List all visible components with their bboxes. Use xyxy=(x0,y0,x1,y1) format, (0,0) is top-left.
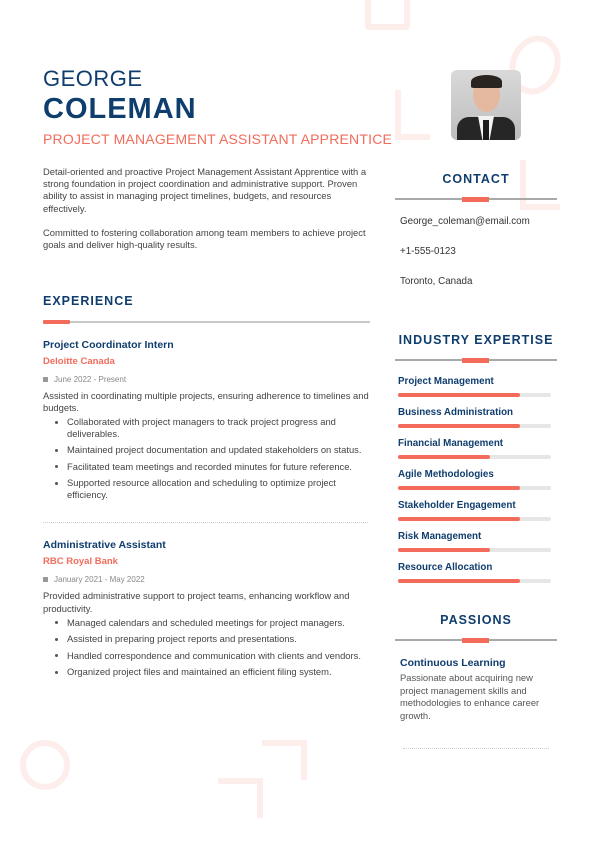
expertise-heading: INDUSTRY EXPERTISE xyxy=(398,333,554,347)
job-role: Administrative Assistant xyxy=(43,539,166,552)
skill-bar xyxy=(398,517,551,521)
expertise-section xyxy=(395,333,557,593)
job-bullet: Collaborated with project managers to track project progress and deliverables. xyxy=(43,416,370,439)
job-bullet: Managed calendars and scheduled meetings for project managers. xyxy=(43,617,370,629)
skill-label: Agile Methodologies xyxy=(398,469,494,480)
job-bullet: Organized project files and maintained an efficient filing system. xyxy=(43,666,370,678)
photo-hair xyxy=(471,75,502,88)
passion-description: Passionate about acquiring new project management skills and methodologies to enhance career growth. xyxy=(400,672,540,721)
section-divider xyxy=(395,638,557,642)
summary-paragraph: Committed to fostering collaboration among team members to achieve project goals and deliver high-quality results. xyxy=(43,226,366,251)
job-bullet-list xyxy=(43,416,370,500)
skill-list xyxy=(395,376,557,583)
job-date xyxy=(43,575,370,584)
job-date-text: January 2021 - May 2022 xyxy=(54,575,145,585)
last-name: COLEMAN xyxy=(43,93,197,125)
skill-item xyxy=(395,531,557,552)
skill-item xyxy=(395,407,557,428)
passion-separator xyxy=(403,748,549,749)
job-separator xyxy=(43,522,368,523)
divider-accent xyxy=(43,320,70,324)
passion-title: Continuous Learning xyxy=(400,657,506,669)
section-divider xyxy=(43,320,370,323)
experience-heading: EXPERIENCE xyxy=(43,294,134,308)
skill-label: Resource Allocation xyxy=(398,562,493,573)
skill-bar xyxy=(398,393,551,397)
skill-label: Risk Management xyxy=(398,531,482,542)
job-bullet: Handled correspondence and communication with clients and vendors. xyxy=(43,650,370,662)
skill-item xyxy=(395,562,557,583)
contact-email[interactable]: George_coleman@email.com xyxy=(400,216,530,227)
job-role: Project Coordinator Intern xyxy=(43,339,174,351)
calendar-icon xyxy=(43,577,48,582)
divider-accent xyxy=(462,358,489,363)
skill-bar-fill xyxy=(398,486,520,490)
skill-item xyxy=(395,376,557,397)
job-title: PROJECT MANAGEMENT ASSISTANT APPRENTICE xyxy=(43,131,393,147)
photo-tie xyxy=(483,120,489,140)
skill-bar xyxy=(398,548,551,552)
skill-bar-fill xyxy=(398,424,520,428)
job-bullet: Maintained project documentation and updated stakeholders on status. xyxy=(43,444,370,456)
contact-heading: CONTACT xyxy=(442,172,510,186)
skill-item xyxy=(395,500,557,521)
skill-item xyxy=(395,438,557,459)
contact-phone[interactable]: +1-555-0123 xyxy=(400,246,456,257)
experience-section xyxy=(43,294,370,683)
divider-line xyxy=(43,321,370,323)
skill-bar-fill xyxy=(398,579,520,583)
passions-section xyxy=(395,613,557,749)
summary-section xyxy=(43,166,370,251)
contact-section xyxy=(395,172,557,287)
job-bullet: Facilitated team meetings and recorded minutes for future reference. xyxy=(43,461,370,473)
skill-bar-fill xyxy=(398,393,520,397)
skill-bar-fill xyxy=(398,517,520,521)
job-date xyxy=(43,375,370,384)
passions-heading: PASSIONS xyxy=(440,613,512,627)
job-bullet-list xyxy=(43,617,370,678)
skill-label: Project Management xyxy=(398,376,494,387)
resume-header xyxy=(43,66,392,148)
job-date-text: June 2022 - Present xyxy=(54,375,127,384)
first-name: GEORGE xyxy=(43,66,143,91)
job-company: RBC Royal Bank xyxy=(43,556,118,568)
skill-item xyxy=(395,469,557,490)
profile-photo xyxy=(451,70,521,140)
job-entry xyxy=(43,539,370,677)
skill-bar-fill xyxy=(398,455,490,459)
skill-bar xyxy=(398,486,551,490)
skill-bar-fill xyxy=(398,548,490,552)
skill-bar xyxy=(398,455,551,459)
section-divider xyxy=(395,358,557,362)
job-description: Provided administrative support to project teams, enhancing workflow and productivity. xyxy=(43,590,350,614)
contact-location: Toronto, Canada xyxy=(400,276,473,287)
divider-accent xyxy=(462,638,489,643)
skill-bar xyxy=(398,424,551,428)
skill-label: Financial Management xyxy=(398,438,504,449)
calendar-icon xyxy=(43,377,48,382)
skill-bar xyxy=(398,579,551,583)
job-bullet: Assisted in preparing project reports and presentations. xyxy=(43,633,370,645)
skill-label: Business Administration xyxy=(398,407,514,418)
job-company: Deloitte Canada xyxy=(43,356,115,367)
job-entry xyxy=(43,339,370,523)
section-divider xyxy=(395,197,557,201)
job-description: Assisted in coordinating multiple projects, ensuring adherence to timelines and budgets. xyxy=(43,390,369,414)
summary-paragraph: Detail-oriented and proactive Project Management Assistant Apprentice with a strong foundation in project coordination and administrative support. Proven ability to assist in managing project timelines, budgets, and resources effectively. xyxy=(43,166,367,214)
job-bullet: Supported resource allocation and scheduling to optimize project efficiency. xyxy=(43,477,370,500)
skill-label: Stakeholder Engagement xyxy=(398,500,516,511)
divider-accent xyxy=(462,197,489,202)
